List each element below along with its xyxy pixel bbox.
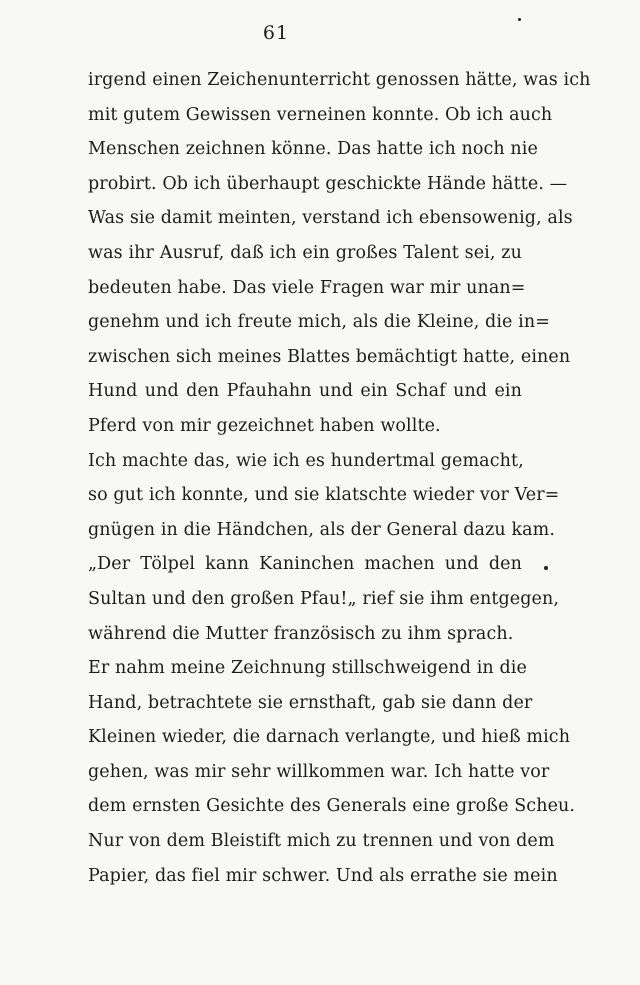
- text-line: dem ernsten Gesichte des Generals eine große Scheu.: [88, 796, 576, 817]
- text-line: irgend einen Zeichenunterricht genossen hätte, was ich: [88, 70, 591, 90]
- text-line: bedeuten habe. Das viele Fragen war mir unan=: [88, 277, 526, 298]
- text-line: probirt. Ob ich überhaupt geschickte Hände hätte. —: [88, 173, 568, 194]
- text-line: Kleinen wieder, die darnach verlangte, und hieß mich: [88, 727, 571, 748]
- text-line: Sultan und den großen Pfau!„ rief sie ihm entgegen,: [88, 588, 560, 609]
- text-line: mit gutem Gewissen verneinen konnte. Ob ich auch: [88, 104, 553, 125]
- text-line: Pferd von mir gezeichnet haben wollte.: [88, 415, 441, 436]
- text-line: gnügen in die Händchen, als der General dazu kam.: [88, 519, 556, 540]
- text-line: was ihr Ausruf, daß ich ein großes Talent sei, zu: [88, 242, 522, 263]
- text-line: Er nahm meine Zeichnung stillschweigend in die: [88, 658, 527, 679]
- text-line: „Der Tölpel kann Kaninchen machen und den: [88, 554, 522, 575]
- page-number: 61: [262, 22, 290, 44]
- text-line: gehen, was mir sehr willkommen war. Ich hatte vor: [88, 761, 550, 782]
- text-line: zwischen sich meines Blattes bemächtigt hatte, einen: [88, 346, 571, 367]
- text-line: Menschen zeichnen könne. Das hatte ich noch nie: [88, 139, 538, 160]
- text-line: so gut ich konnte, und sie klatschte wieder vor Ver=: [88, 485, 560, 506]
- text-line: Nur von dem Bleistift mich zu trennen und von dem: [88, 831, 555, 852]
- text-line: während die Mutter französisch zu ihm sprach.: [88, 623, 514, 644]
- text-line: Was sie damit meinten, verstand ich ebensowenig, als: [88, 208, 573, 229]
- text-line: Ich machte das, wie ich es hundertmal gemacht,: [88, 450, 524, 471]
- text-line: Hund und den Pfauhahn und ein Schaf und ein: [88, 381, 522, 402]
- text-line: genehm und ich freute mich, als die Kleine, die in=: [88, 312, 550, 333]
- text-line: Papier, das fiel mir schwer. Und als errathe sie mein: [88, 865, 558, 886]
- text-line: Hand, betrachtete sie ernsthaft, gab sie dann der: [88, 692, 533, 713]
- body-text: [88, 63, 591, 893]
